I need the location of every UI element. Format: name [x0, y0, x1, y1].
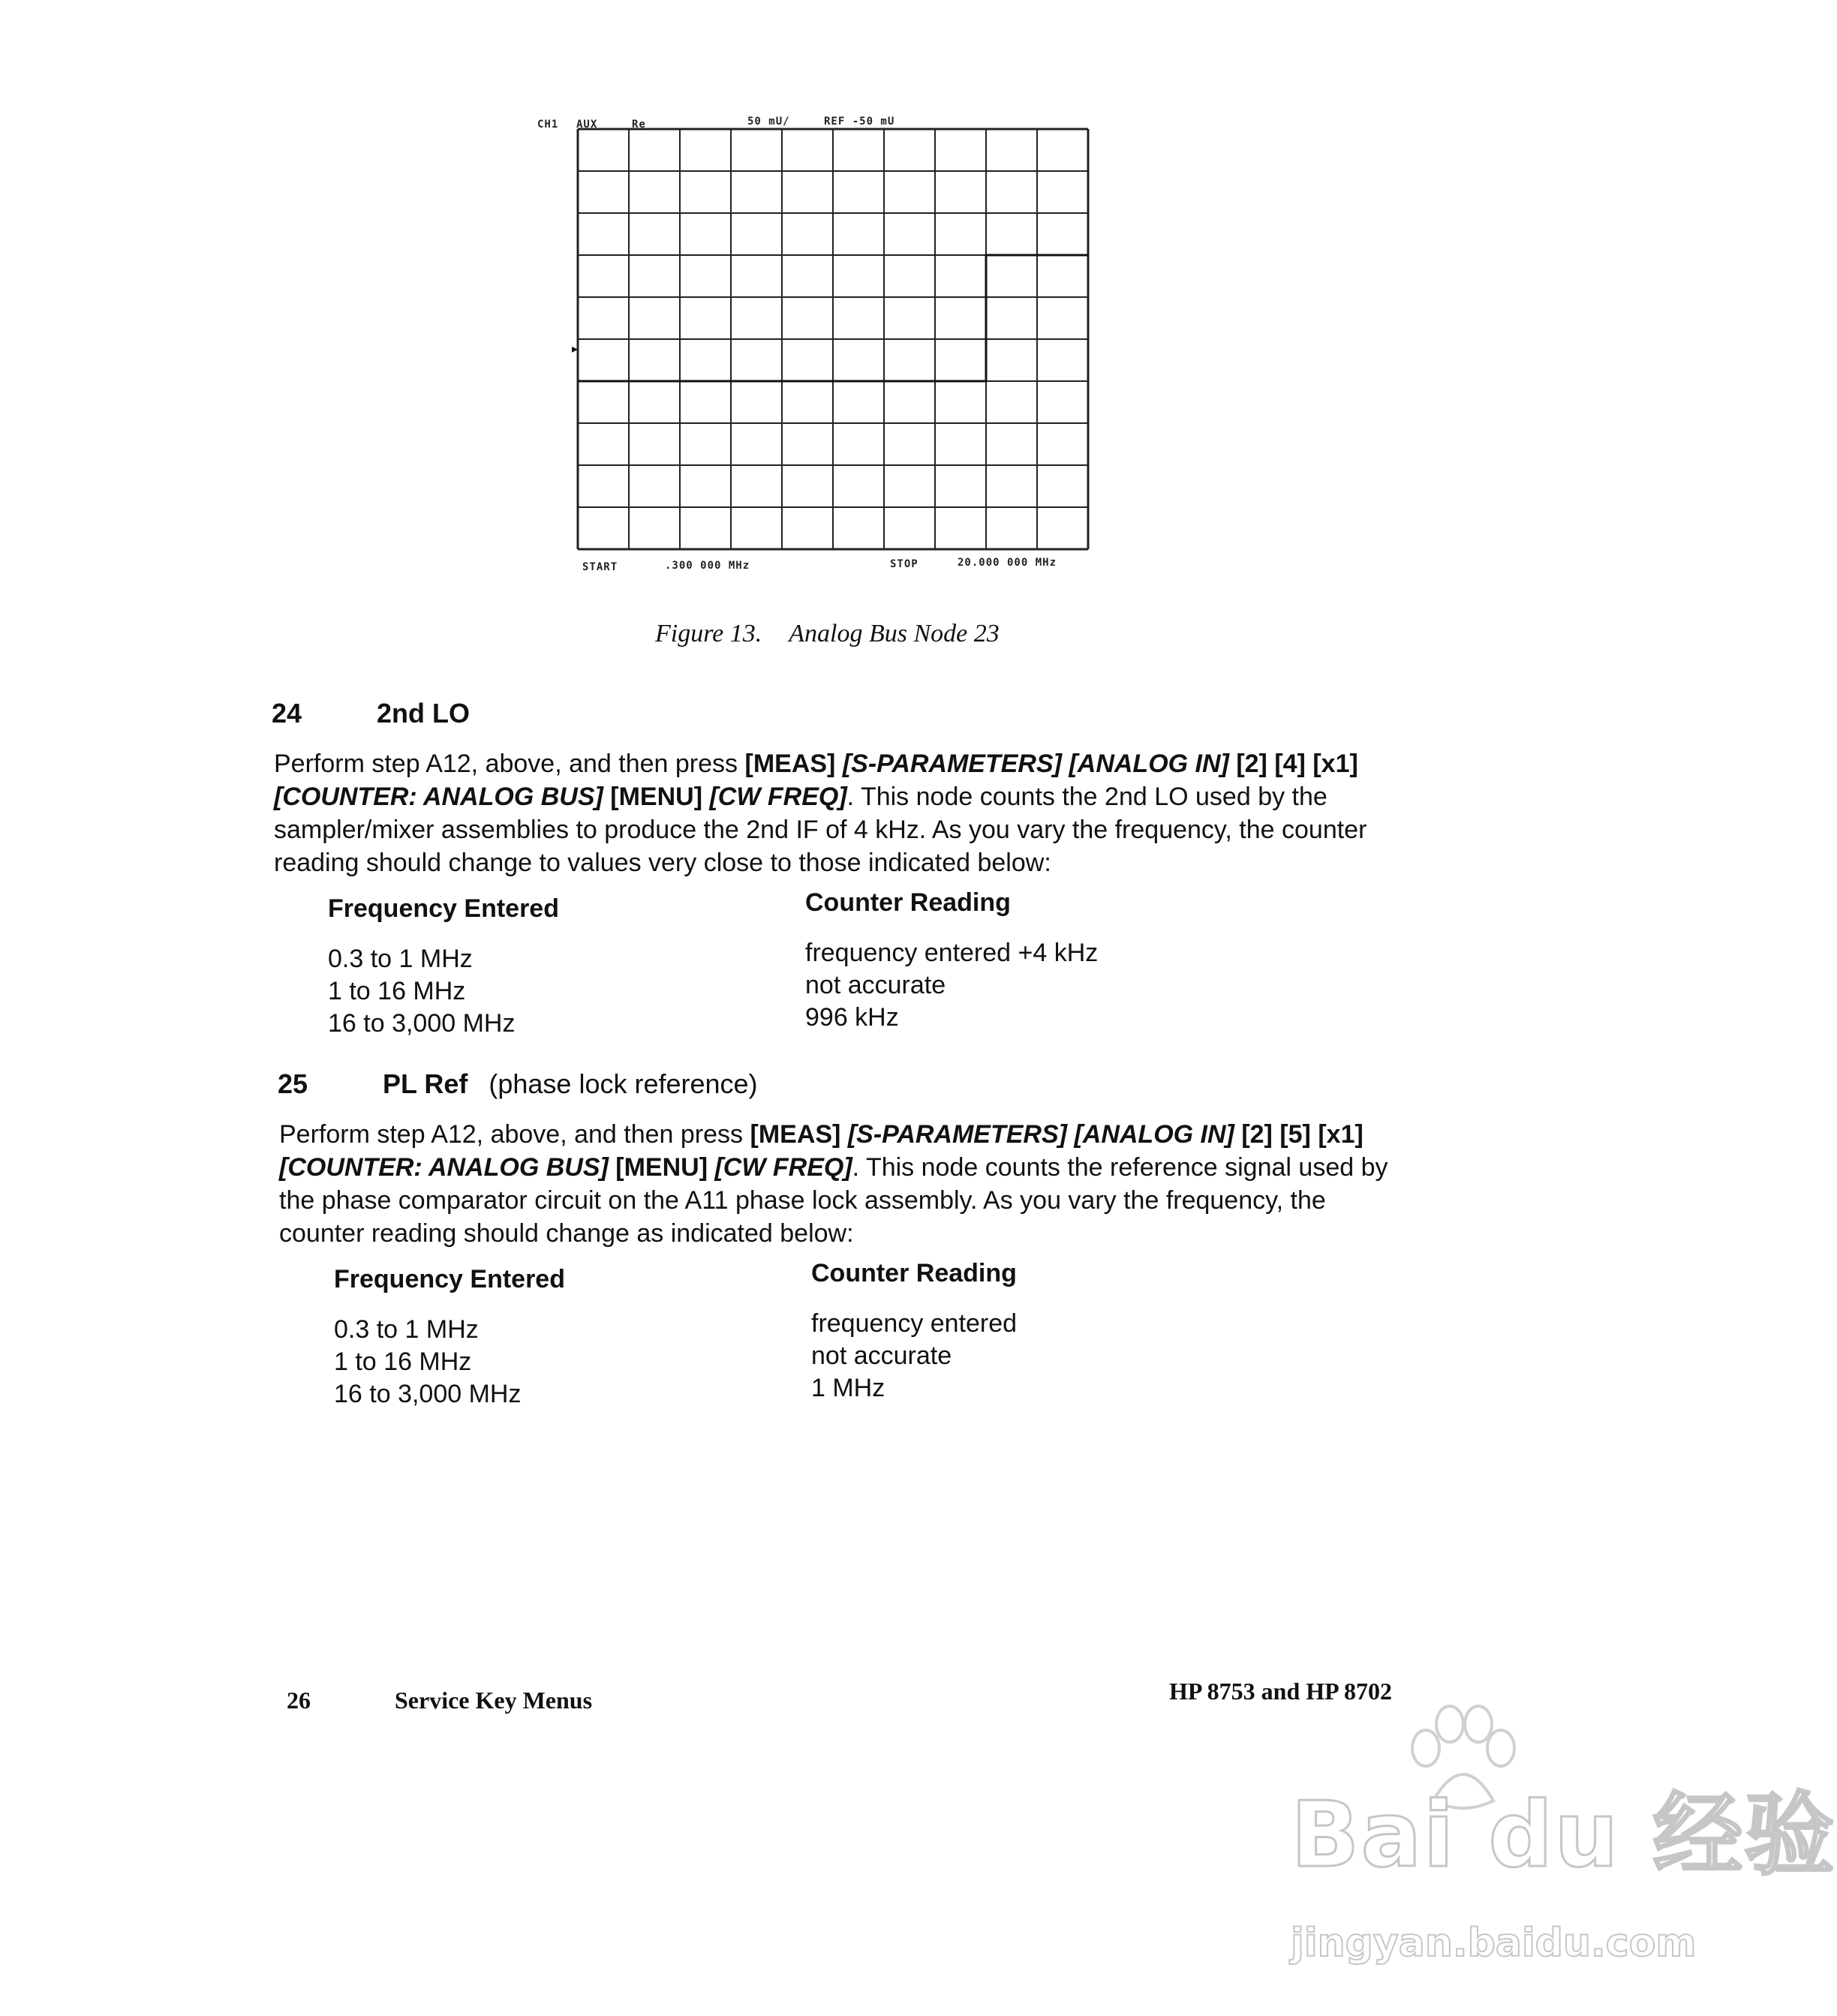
key-x1: [x1] [1318, 1120, 1363, 1149]
table-cell: 996 kHz [805, 1003, 899, 1032]
softkey-counter-analog-bus: [COUNTER: ANALOG BUS] [279, 1153, 609, 1182]
para-text: . This node counts the reference signal used by the phase comparator circuit on the A11 phase lock assembly. As you vary the frequency, the counter reading should change as indicated below: [279, 1153, 1388, 1248]
table-cell: 1 to 16 MHz [334, 1348, 472, 1376]
figure-start-value: .300 000 MHz [665, 560, 750, 572]
table-cell: 16 to 3,000 MHz [328, 1009, 516, 1038]
table-cell: frequency entered [811, 1309, 1018, 1338]
col-header-frequency-entered: Frequency Entered [328, 894, 559, 923]
col-header-frequency-entered: Frequency Entered [334, 1265, 565, 1293]
section-25-title: PL Ref [383, 1068, 468, 1099]
figure-caption-label: Figure 13. [655, 620, 762, 647]
table-cell: 1 MHz [811, 1374, 885, 1402]
table-cell: 0.3 to 1 MHz [328, 945, 473, 973]
plot-grid [578, 129, 1088, 549]
figure-caption-title: Analog Bus Node 23 [789, 620, 1000, 647]
footer-section-title: Service Key Menus [395, 1687, 593, 1714]
para-text: Perform step A12, above, and then press [279, 1120, 750, 1149]
figure-format-label: Re [632, 119, 646, 131]
table-cell: 16 to 3,000 MHz [334, 1380, 522, 1408]
softkey-analog-in: [ANALOG IN] [1074, 1120, 1234, 1149]
watermark-logo-text: Bai du 经验 [1291, 1783, 1836, 1888]
softkey-analog-in: [ANALOG IN] [1069, 750, 1229, 778]
key-5: [5] [1279, 1120, 1311, 1149]
key-meas: [MEAS] [750, 1120, 841, 1149]
softkey-cw-freq: [CW FREQ] [709, 783, 847, 811]
softkey-s-parameters: [S-PARAMETERS] [847, 1120, 1067, 1149]
figure-reference-label: REF -50 mU [824, 116, 895, 128]
section-24-paragraph [274, 747, 1407, 879]
figure-scale-label: 50 mU/ [747, 116, 790, 128]
analog-bus-node-23-figure [525, 113, 1126, 593]
table-cell: 1 to 16 MHz [328, 977, 466, 1005]
table-cell: frequency entered +4 kHz [805, 939, 1099, 967]
figure-stop-label: STOP [890, 558, 918, 570]
figure-channel-label: CH1 [537, 119, 559, 131]
key-2: [2] [1241, 1120, 1273, 1149]
trace-plot [525, 113, 1126, 593]
section-24-title: 2nd LO [377, 698, 470, 729]
page-number: 26 [287, 1687, 311, 1714]
key-x1: [x1] [1312, 750, 1358, 778]
figure-stop-value: 20.000 000 MHz [958, 557, 1057, 569]
section-24-table [328, 888, 1228, 1052]
figure-start-label: START [582, 561, 618, 573]
section-24-heading [272, 698, 470, 729]
baidu-jingyan-watermark [1276, 1703, 1836, 1988]
watermark-url: jingyan.baidu.com [1291, 1921, 1697, 1966]
softkey-s-parameters: [S-PARAMETERS] [842, 750, 1062, 778]
section-24-number: 24 [272, 698, 302, 729]
key-4: [4] [1274, 750, 1306, 778]
col-header-counter-reading: Counter Reading [811, 1259, 1017, 1287]
table-cell: 0.3 to 1 MHz [334, 1315, 479, 1344]
softkey-counter-analog-bus: [COUNTER: ANALOG BUS] [274, 783, 603, 811]
table-cell: not accurate [805, 971, 946, 999]
section-25-heading [278, 1068, 758, 1100]
softkey-cw-freq: [CW FREQ] [714, 1153, 852, 1182]
key-2: [2] [1236, 750, 1267, 778]
reference-marker: ▸ [572, 343, 579, 356]
para-text: . This node counts the 2nd LO used by the sampler/mixer assemblies to produce the 2nd IF of 4 kHz. As you vary the frequency, the counter reading should change to values very close to those indicated below: [274, 783, 1367, 877]
section-25-subtitle: (phase lock reference) [489, 1068, 758, 1099]
key-menu: [MENU] [615, 1153, 708, 1182]
section-25-paragraph [279, 1118, 1412, 1250]
footer-product: HP 8753 and HP 8702 [1169, 1678, 1392, 1705]
key-meas: [MEAS] [744, 750, 836, 778]
figure-caption [655, 620, 1000, 648]
key-menu: [MENU] [610, 783, 703, 811]
col-header-counter-reading: Counter Reading [805, 888, 1011, 917]
table-cell: not accurate [811, 1341, 952, 1370]
section-25-table [334, 1259, 1234, 1423]
para-text: Perform step A12, above, and then press [274, 750, 745, 778]
figure-input-label: AUX [576, 119, 598, 131]
section-25-number: 25 [278, 1068, 308, 1099]
